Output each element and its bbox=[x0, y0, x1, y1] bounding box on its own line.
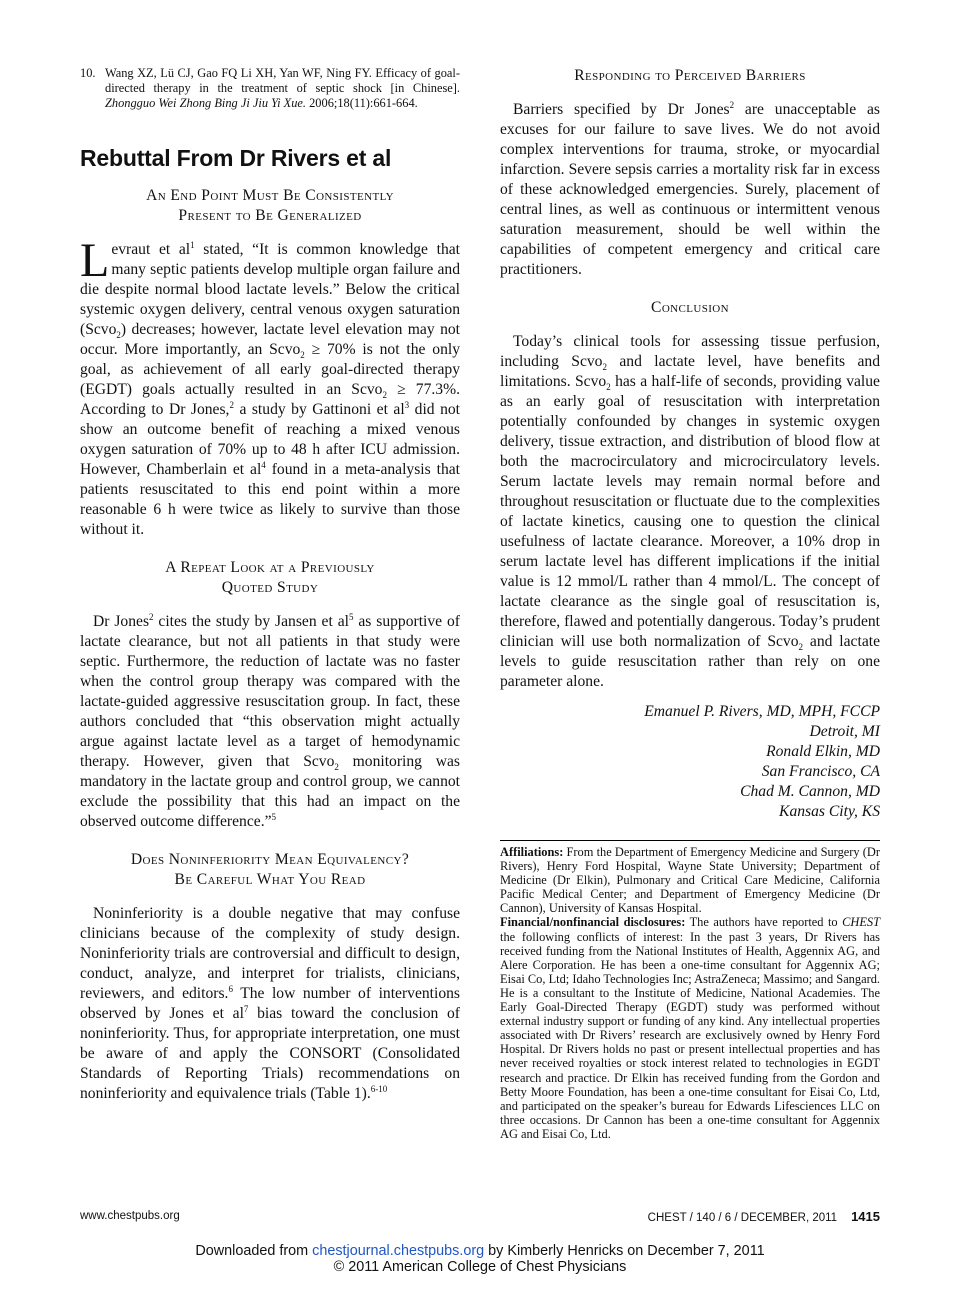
download-notice: Downloaded from chestjournal.chestpubs.org by Kimberly Henricks on December 7, 2011 bbox=[195, 1243, 765, 1259]
author-signatures bbox=[500, 702, 880, 822]
section-heading-noninferiority: Does Noninferiority Mean Equivalency? Be Careful What You Read bbox=[130, 850, 410, 888]
reference-10: 10. Wang XZ, Lü CJ, Gao FQ Li XH, Yan WF, Ning FY. Efficacy of goal-directed therapy in the treatment of septic shock [in Chinese]. Zhongguo Wei Zhong Bing Ji Jiu Yi Xue. 2006;18(11):661-664. bbox=[80, 66, 460, 111]
paragraph-conclusion: Today’s clinical tools for assessing tissue perfusion, including Scvo$_2$ and lactate level, have benefits and limitations. Scvo$_2$ has a half-life of seconds, providing value as an early goal of resuscitation with interpretation potentially confounded by changes in systemic oxygen delivery, tissue extraction, and distribution of blood flow at both the macrocirculatory and microcirculatory levels. Serum lactate levels may remain normal before and throughout resuscitation or fluctuate due to the complexities of lactate kinetics, causing one to question the clinical usefulness of lactate clearance. Moreover, a 10% drop in serum lactate level has different implications if the initial value is 12 mmol/L rather than 4 mmol/L. The concept of lactate clearance as the single goal of resuscitation is, therefore, flawed and potentially dangerous. Today’s prudent clinician will use both normalization of Scvo$_2$ and lactate levels to guide resuscitation rather than rely on one parameter alone. bbox=[500, 333, 880, 690]
right-column bbox=[500, 66, 880, 1141]
paragraph-end-point: Levraut et $al^1$ stated, “It is common knowledge that many septic patients develop multiple organ failure and die despite normal blood lactate levels.” Below the critical systemic oxygen delivery, central venous oxygen saturation (Scvo$_2$) decreases; however, lactate level elevation may not occur. More importantly, an Scvo$_2$ ≥ 70% is not the only goal, as achievement of all early goal-directed therapy (EGDT) goals actually resulted in an Scvo$_2$ ≥ 77.3%. According to Dr Jones,$^2$ a study by Gattinoni et $al^3$ did not show an outcome benefit of reaching a mixed venous oxygen saturation of 70% up to 48 h after ICU admission. However, Chamberlain et $al^4$ found in a meta-analysis that patients resuscitated to this end point within a more reasonable 6 h were twice as likely to survive than those without it. bbox=[80, 233, 461, 538]
section-heading-repeat-look: A Repeat Look at a Previously Quoted Study bbox=[165, 558, 375, 596]
signature-line: Chad M. Cannon, MD bbox=[740, 783, 880, 800]
section-heading-end-point: An End Point Must Be Consistently Present to Be Generalized bbox=[146, 186, 394, 224]
page-number: 1415 bbox=[851, 1209, 880, 1224]
left-column bbox=[80, 66, 460, 1104]
section-heading-barriers: Responding to Perceived Barriers bbox=[574, 67, 806, 84]
copyright-notice: © 2011 American College of Chest Physicians bbox=[333, 1259, 627, 1275]
paragraph-barriers: Barriers specified by Dr Jones$^2$ are unacceptable as excuses for our failure to save lives. We do not avoid complex interventions for trauma, stroke, or myocardial infarction. Severe sepsis carries a mortality risk far in excess of these acknowledged emergencies. Surely, placement of central lines, as well as continuous or intermittent venous saturation measurement, should be well within the capabilities of competent emergency and critical care practitioners. bbox=[500, 99, 880, 278]
signature-line: Ronald Elkin, MD bbox=[766, 743, 880, 760]
article-title: Rebuttal From Dr Rivers et al bbox=[80, 144, 392, 171]
signature-line: Detroit, MI bbox=[809, 723, 880, 740]
signature-line: Kansas City, KS bbox=[779, 803, 880, 820]
paragraph-noninferiority: Noninferiority is a double negative that may confuse clinicians because of the complexity of study design. Noninferiority trials are controversial and difficult to design, conduct, analyze, and interpret for trialists, clinicians, reviewers, and editors.$^6$ The low number of interventions observed by Jones et $al^7$ bias toward the conclusion of noninferiority. Thus, for appropriate interpretation, one must be aware of and apply the CONSORT (Consolidated Standards of Reporting Trials) recommendations on noninferiority and equivalence trials (Table 1).$^{6-10}$ bbox=[80, 904, 460, 1102]
download-link[interactable]: chestjournal.chestpubs.org bbox=[312, 1243, 485, 1259]
footer-website: www.chestpubs.org bbox=[80, 1210, 180, 1222]
section-heading-conclusion: Conclusion bbox=[651, 299, 729, 316]
footer-journal-info: CHEST / 140 / 6 / DECEMBER, 2011 1415 bbox=[647, 1209, 880, 1224]
signature-line: Emanuel P. Rivers, MD, MPH, FCCP bbox=[644, 703, 880, 720]
author-footnote: Affiliations: From the Department of Emergency Medicine and Surgery (Dr Rivers), Henry Ford Hospital, Wayne State University; Department of Medicine (Dr Elkin), Pulmonary and Critical Care Medicine, California Pacific Medical Center; and Department of Emergency Medicine (Dr Cannon), University of Kansas Hospital. Financial/nonfinancial disclosures: The authors have reported to CHEST the following conflicts of interest: In the past 3 years, Dr Rivers has received funding from the National Institutes of Health, Aggennix AG, and Alere Corporation. He has been a one-time consultant for Aggennix AG; Eisai Co, Ltd; Idaho Technologies Inc; AstraZeneca; Massimo; and Sangard. He is a consultant to the Institute of Medicine, National Academies. The Early Goal-Directed Therapy (EGDT) study was performed without external industry support or funding of any kind. Any intellectual properties associated with Dr Rivers’ research are exclusively owned by Henry Ford Hospital. Dr Rivers holds no past or present intellectual properties and has never received royalties or stock interest related to technologies in EGDT research and practice. Dr Elkin has received funding from the Gordon and Betty Moore Foundation, has been a one-time consultant for Eisai Co, Ltd, and participated on the speaker’s bureau for Edwards Lifesciences LLC on three occasions. Dr Cannon has been a one-time consultant for Aggennix AG and Eisai Co, Ltd. bbox=[500, 840, 880, 1141]
paragraph-repeat-look: Dr Jones$^2$ cites the study by Jansen et $al^5$ as supportive of lactate clearance, but not all patients in that study were septic. Furthermore, the reduction of lactate was no faster when the control group therapy was compared with the lactate-guided aggressive resuscitation group. In fact, these authors concluded that “this observation might actually argue against lactate level as a target of hemodynamic therapy. However, given that Scvo$_2$ monitoring was mandatory in the lactate group and control group, we cannot exclude the possibility that this had an impact on the observed outcome difference.”$^5$ bbox=[80, 611, 460, 830]
signature-line: San Francisco, CA bbox=[761, 763, 880, 780]
